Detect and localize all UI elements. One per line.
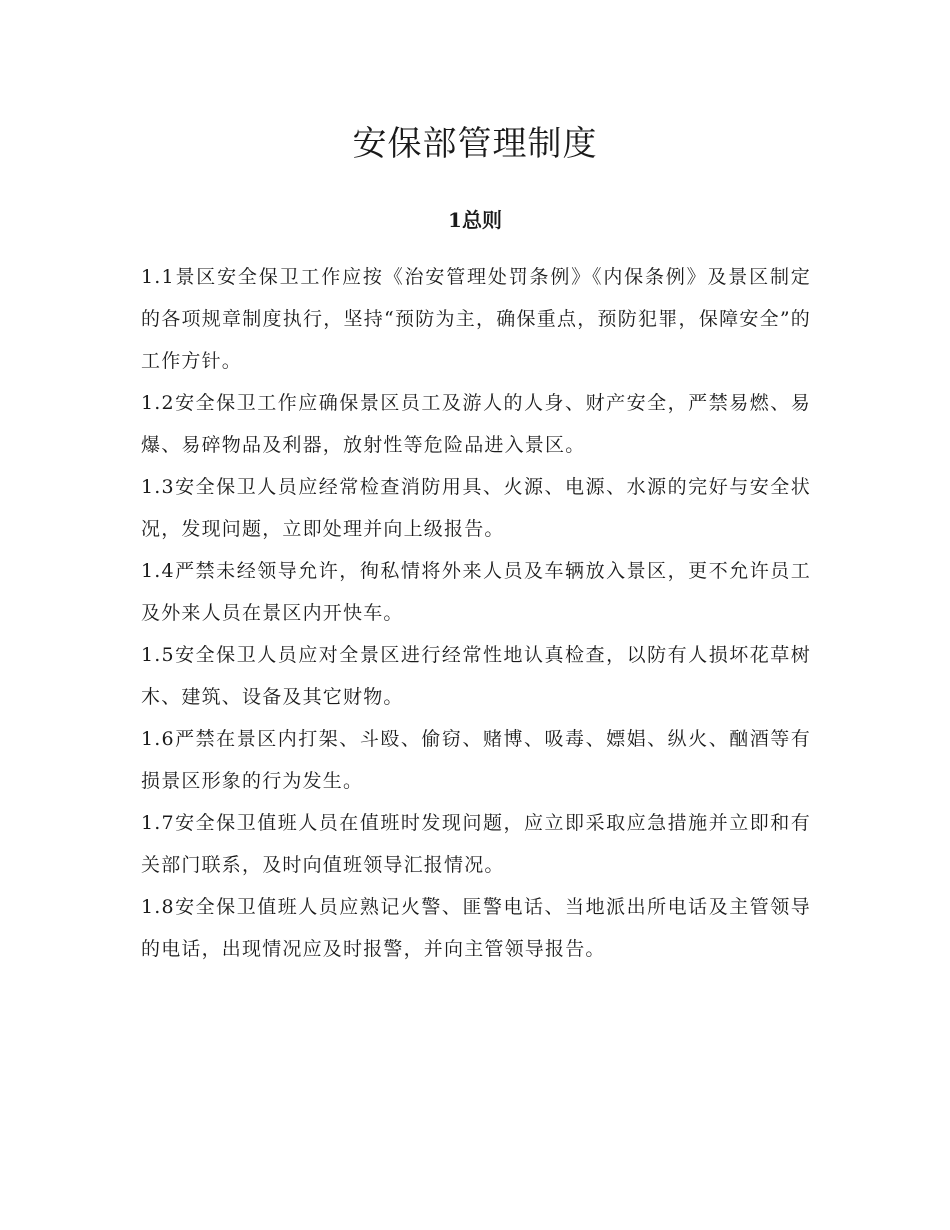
clause-1-1: 1.1景区安全保卫工作应按《治安管理处罚条例》《内保条例》及景区制定的各项规章制度执行，坚持“预防为主，确保重点，预防犯罪，保障安全”的工作方针。 xyxy=(141,266,811,372)
section-body xyxy=(141,256,811,970)
clause-1-7: 1.7安全保卫值班人员在值班时发现问题，应立即采取应急措施并立即和有关部门联系，及时向值班领导汇报情况。 xyxy=(141,812,811,876)
clause-1-4: 1.4严禁未经领导允许，徇私情将外来人员及车辆放入景区，更不允许员工及外来人员在景区内开快车。 xyxy=(141,560,811,624)
clause-1-2: 1.2安全保卫工作应确保景区员工及游人的人身、财产安全，严禁易燃、易爆、易碎物品及利器，放射性等危险品进入景区。 xyxy=(141,392,811,456)
section-heading: 1总则 xyxy=(448,208,502,232)
clause-1-3: 1.3安全保卫人员应经常检查消防用具、火源、电源、水源的完好与安全状况，发现问题，立即处理并向上级报告。 xyxy=(141,476,811,540)
clause-1-5: 1.5安全保卫人员应对全景区进行经常性地认真检查，以防有人损坏花草树木、建筑、设备及其它财物。 xyxy=(141,644,811,708)
clause-1-6: 1.6严禁在景区内打架、斗殴、偷窃、赌博、吸毒、嫖娼、纵火、酗酒等有损景区形象的行为发生。 xyxy=(141,728,811,792)
document-title: 安保部管理制度 xyxy=(352,124,598,164)
clause-1-8: 1.8安全保卫值班人员应熟记火警、匪警电话、当地派出所电话及主管领导的电话，出现情况应及时报警，并向主管领导报告。 xyxy=(141,896,811,960)
